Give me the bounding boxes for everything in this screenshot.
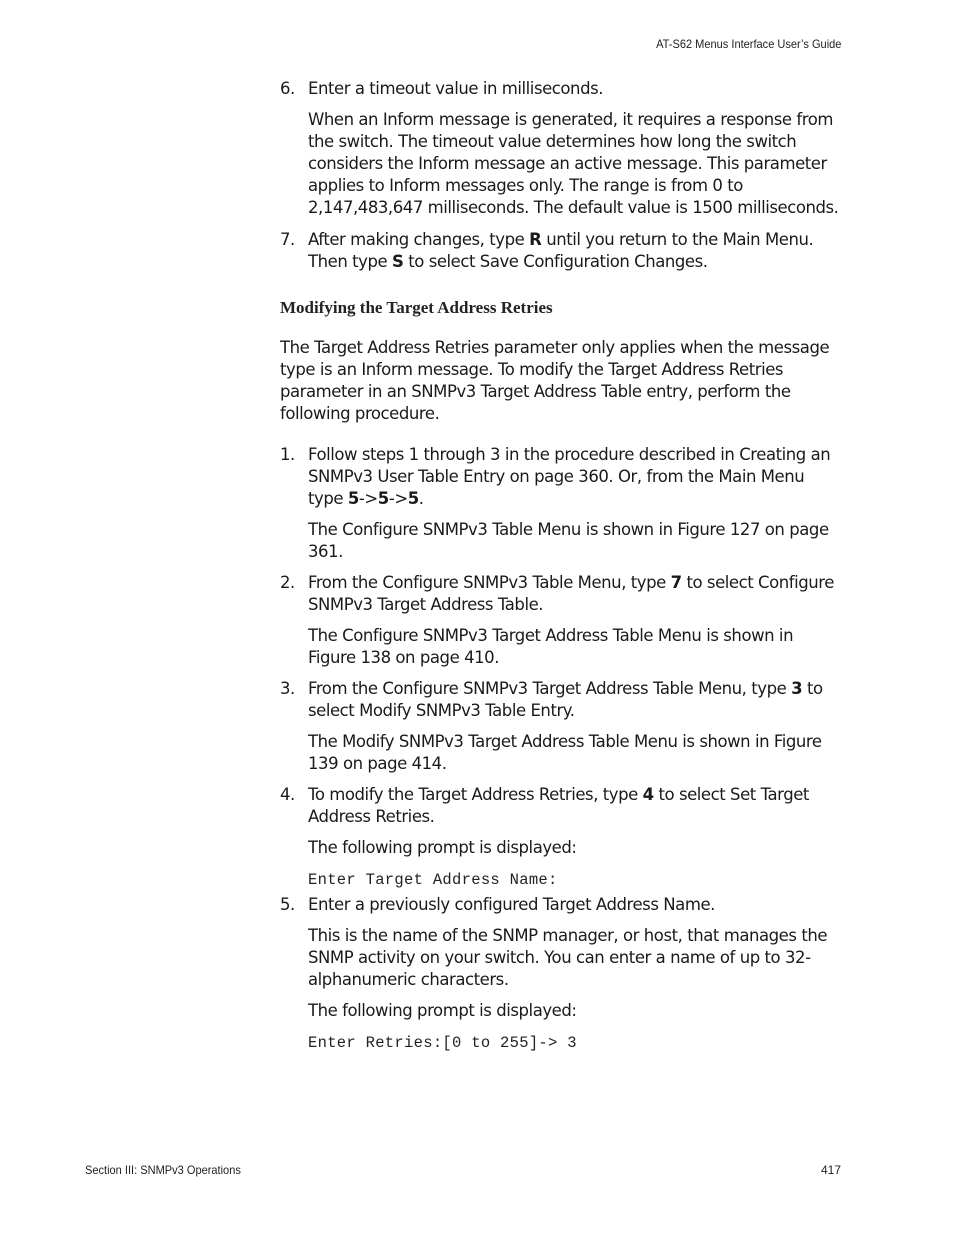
step-text <box>308 678 842 722</box>
text-run: to select Set Target Address Retries. <box>308 785 809 826</box>
step-text: Enter a previously configured Target Address Name. <box>308 895 715 914</box>
step-number: 6. <box>280 79 295 98</box>
key-label: 5 <box>377 489 389 508</box>
step-text <box>308 784 842 828</box>
step-5-note: The following prompt is displayed: <box>308 1001 577 1020</box>
step-1 <box>280 444 842 510</box>
text-run: From the Configure SNMPv3 Target Address Table Menu, type <box>308 679 792 698</box>
step-number: 4. <box>280 785 295 804</box>
console-prompt: Enter Retries:[0 to 255]-> 3 <box>308 1034 577 1052</box>
step-number: 2. <box>280 573 295 592</box>
running-header: AT-S62 Menus Interface User’s Guide <box>655 37 841 51</box>
step-4 <box>280 784 842 828</box>
step-4-note: The following prompt is displayed: <box>308 838 577 857</box>
step-5-description: This is the name of the SNMP manager, or host, that manages the SNMP activity on your switch. You can enter a name of up to 32-alphanumeric characters. <box>308 926 828 989</box>
section-heading: Modifying the Target Address Retries <box>280 298 553 317</box>
key-label: 3 <box>791 679 803 698</box>
key-label: R <box>529 230 542 249</box>
step-text: Enter a timeout value in milliseconds. <box>308 79 604 98</box>
text-run: -> <box>358 489 378 508</box>
console-prompt: Enter Target Address Name: <box>308 871 558 889</box>
step-number: 3. <box>280 679 295 698</box>
key-label: 4 <box>642 785 654 804</box>
text-run: to select Modify SNMPv3 Table Entry. <box>308 679 823 720</box>
step-3-note: The Modify SNMPv3 Target Address Table Menu is shown in Figure 139 on page 414. <box>308 732 822 773</box>
intro-paragraph: The Target Address Retries parameter only applies when the message type is an Inform message. To modify the Target Address Retries parameter in an SNMPv3 Target Address Table entry, perform the following procedure. <box>280 338 830 423</box>
page-number: 417 <box>820 1163 841 1177</box>
step-7 <box>280 229 842 273</box>
step-number: 7. <box>280 230 295 249</box>
step-2-note: The Configure SNMPv3 Target Address Table Menu is shown in Figure 138 on page 410. <box>308 626 794 667</box>
text-run: to select Save Configuration Changes. <box>403 252 708 271</box>
step-number: 5. <box>280 895 295 914</box>
text-run: to select Configure SNMPv3 Target Address Table. <box>308 573 834 614</box>
step-text <box>308 572 842 616</box>
step-2 <box>280 572 842 616</box>
step-5 <box>280 894 842 916</box>
text-run: . <box>418 489 424 508</box>
page-body <box>280 78 842 1054</box>
text-run: After making changes, type <box>308 230 530 249</box>
step-6-description: When an Inform message is generated, it requires a response from the switch. The timeout value determines how long the switch considers the Inform message an active message. This parameter applies to Inform messages only. The range is from 0 to 2,147,483,647 milliseconds. The default value is 1500 milliseconds. <box>308 110 839 217</box>
key-label: 7 <box>670 573 682 592</box>
text-run: -> <box>388 489 408 508</box>
text-run: until you return to the Main Menu. Then type <box>308 230 814 271</box>
key-label: 5 <box>407 489 419 508</box>
key-label: S <box>392 252 404 271</box>
step-text <box>308 229 842 273</box>
step-number: 1. <box>280 445 295 464</box>
footer-section: Section III: SNMPv3 Operations <box>85 1163 241 1177</box>
key-label: 5 <box>347 489 359 508</box>
text-run: Follow steps 1 through 3 in the procedure described in Creating an SNMPv3 User Table Entry on page 360. Or, from the Main Menu type <box>308 445 831 508</box>
text-run: From the Configure SNMPv3 Table Menu, type <box>308 573 671 592</box>
step-1-note: The Configure SNMPv3 Table Menu is shown in Figure 127 on page 361. <box>308 520 829 561</box>
step-3 <box>280 678 842 722</box>
step-6 <box>280 78 842 100</box>
text-run: To modify the Target Address Retries, type <box>308 785 643 804</box>
step-text <box>308 444 842 510</box>
